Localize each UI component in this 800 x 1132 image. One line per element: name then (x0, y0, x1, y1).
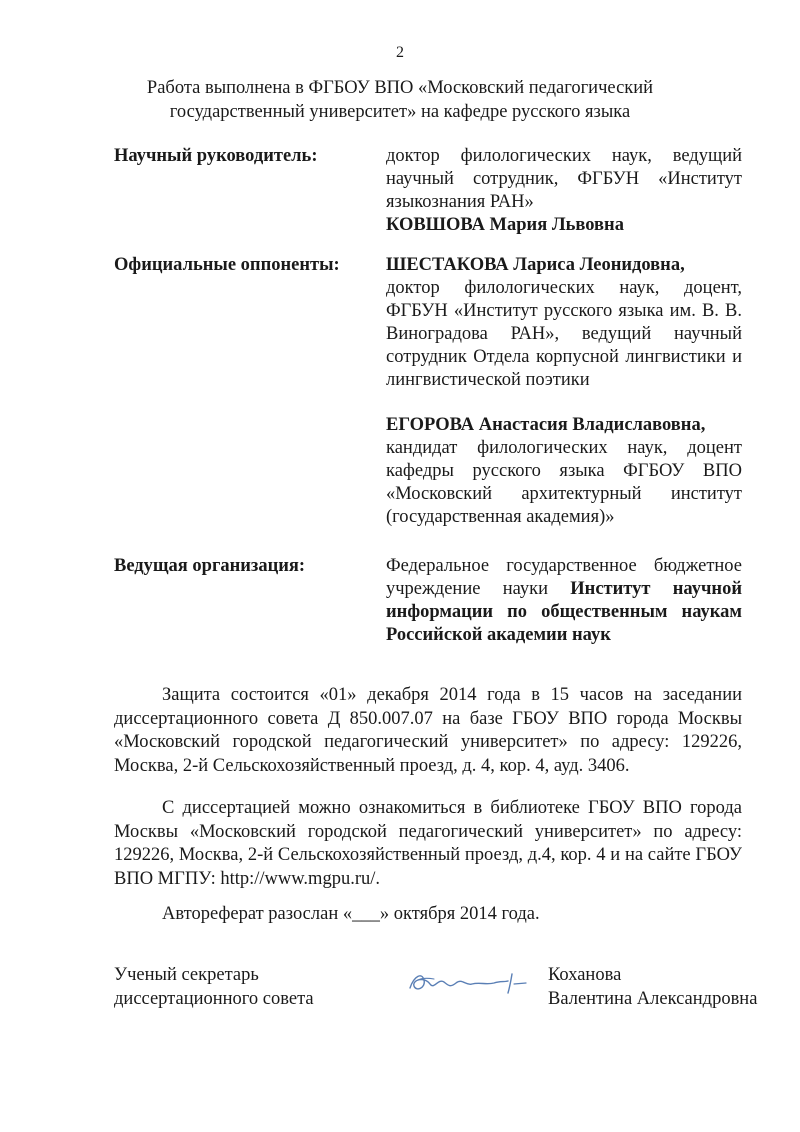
signature-name-line-2: Валентина Александровна (548, 989, 758, 1009)
leading-org-text-bold: Институт научной информации по общественным наукам Российской академии наук (386, 579, 742, 645)
opponent-1 (386, 254, 742, 392)
opponent-2 (386, 414, 742, 529)
supervisor-body (386, 145, 742, 237)
opponents-label: Официальные оппоненты: (114, 255, 340, 275)
opponent-2-name: ЕГОРОВА Анастасия Владиславовна, (386, 415, 706, 435)
opponents-body (386, 254, 742, 547)
handwritten-signature (404, 966, 534, 1000)
intro-line-2: государственный университет» на кафедре русского языка (169, 102, 631, 122)
leading-org-text-plain: Федеральное государственное бюджетное учреждение науки (386, 556, 742, 599)
opponent-1-description: доктор филологических наук, доцент, ФГБУН «Институт русского языка им. В. В. Виноградова РАН», ведущий научный сотрудник Отдела корпусной лингвистики и лингвистической поэтики (386, 278, 742, 390)
supervisor-name: КОВШОВА Мария Львовна (386, 215, 624, 235)
opponent-1-name: ШЕСТАКОВА Лариса Леонидовна, (386, 255, 685, 275)
leading-org-body (386, 555, 742, 647)
supervisor-label: Научный руководитель: (114, 146, 318, 166)
signature-name (548, 963, 757, 1011)
defense-paragraph: Защита состоится «01» декабря 2014 года в 15 часов на заседании диссертационного совета Д 850.007.07 на базе ГБОУ ВПО города Москвы «Московский городской педагогический университет» по адресу: 129226, Москва, 2-й Сельскохозяйственный проезд, д. 4, кор. 4, ауд. 3406. (114, 685, 742, 776)
page-number: 2 (396, 44, 404, 61)
signature-role-line-1: Ученый секретарь (114, 965, 259, 985)
intro-line-1: Работа выполнена в ФГБОУ ВПО «Московский педагогический (146, 78, 654, 98)
signature-role-line-2: диссертационного совета (114, 989, 314, 1009)
leading-org-text (386, 555, 742, 647)
intro-text (100, 76, 700, 124)
signature-role (114, 963, 314, 1011)
library-paragraph: С диссертацией можно ознакомиться в библиотеке ГБОУ ВПО города Москвы «Московский городской педагогический университет» по адресу: 129226, Москва, 2-й Сельскохозяйственный проезд, д.4, кор. 4 и на сайте ГБОУ ВПО МГПУ: http://www.mgpu.ru/. (114, 798, 742, 889)
leading-org-label: Ведущая организация: (114, 556, 306, 576)
supervisor-description: доктор филологических наук, ведущий научный сотрудник, ФГБУН «Институт языкознания РАН» (386, 146, 742, 212)
opponent-2-description: кандидат филологических наук, доцент кафедры русского языка ФГБОУ ВПО «Московский архитектурный институт (государственная академия)» (386, 438, 742, 527)
signature-name-line-1: Коханова (548, 965, 622, 985)
sent-paragraph: Автореферат разослан «___» октября 2014 года. (162, 904, 540, 924)
